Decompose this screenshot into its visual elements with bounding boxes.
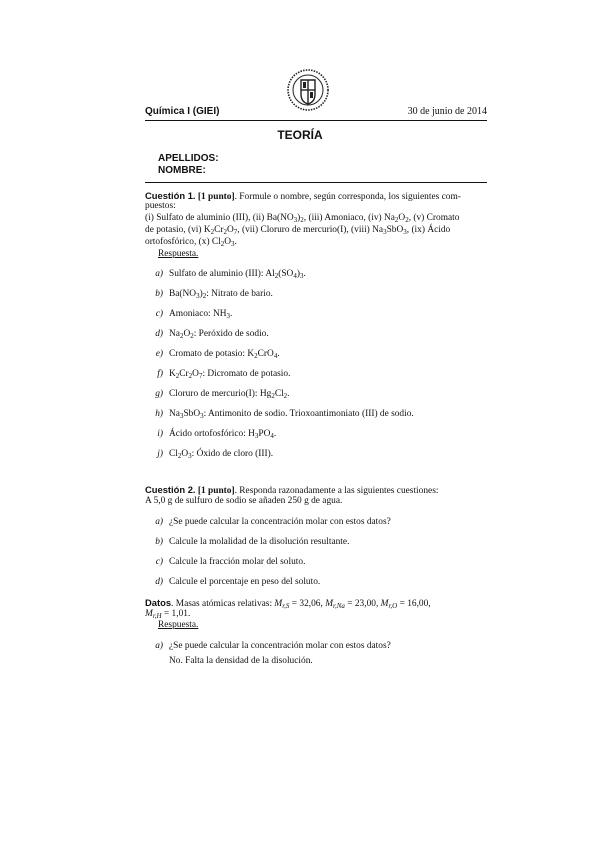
q2-data-line-2: $M_{r,H} = 1,01$. bbox=[145, 609, 191, 620]
q1-item-g: g) Cloruro de mercurio(I): $Hg_2Cl_2$. bbox=[155, 389, 290, 400]
name-label: NOMBRE: bbox=[158, 165, 206, 176]
q2-item-a: a) ¿Se puede calcular la concentración molar con estos datos? bbox=[155, 517, 391, 527]
q2-heading: Cuestión 2. bbox=[145, 484, 196, 495]
header-rule bbox=[145, 120, 487, 121]
q1-intro bbox=[145, 190, 461, 204]
q1-item-i: i) Ácido ortofosfórico: $H_3PO_4$. bbox=[157, 429, 277, 440]
q2-item-d: d) Calcule el porcentaje en peso del soluto. bbox=[155, 577, 321, 587]
q1-answer-label: Respuesta. bbox=[158, 249, 199, 259]
q1-item-f: f) $K_2Cr_2O_7$: Dicromato de potasio. bbox=[157, 369, 291, 380]
course-name: Química I (GIEI) bbox=[145, 106, 220, 117]
q2-data-line-1: Datos. Masas atómicas relativas: $M_{r,S} = 32,06$, $M_{r,Na} = 23,00$, $M_{r,O} = 16,00$, bbox=[145, 597, 431, 610]
q2-instruction: . Responda razonadamente a las siguientes cuestiones: bbox=[234, 486, 439, 496]
q2-item-c: c) Calcule la fracción molar del soluto. bbox=[155, 557, 306, 567]
q1-item-a: a) Sulfato de aluminio (III): $Al_2(SO_4)_3$. bbox=[155, 269, 306, 280]
university-seal-icon bbox=[286, 68, 330, 112]
page-title: TEORÍA bbox=[277, 128, 323, 142]
q1-item-c: c) Amoniaco: $NH_3$. bbox=[155, 309, 233, 320]
q2-points: [1 punto] bbox=[197, 486, 235, 496]
surname-label: APELLIDOS: bbox=[158, 153, 219, 164]
id-rule bbox=[145, 182, 487, 183]
q1-item-d: d) $Na_2O_2$: Peróxido de sodio. bbox=[155, 329, 269, 340]
q1-heading: Cuestión 1. bbox=[145, 190, 196, 201]
q2-answer-a-question: a) ¿Se puede calcular la concentración molar con estos datos? bbox=[155, 641, 391, 651]
q2-answer-a: No. Falta la densidad de la disolución. bbox=[169, 656, 313, 666]
q1-compound-list-1: (i) Sulfato de aluminio (III), (ii) $Ba(NO_3)_2$, (iii) Amoniaco, (iv) $Na_2O_2$, (v) Cromato bbox=[145, 213, 460, 224]
q1-item-j: j) $Cl_2O_3$: Óxido de cloro (III). bbox=[157, 449, 274, 460]
q1-instruction: . Formule o nombre, según corresponda, los siguientes com- bbox=[234, 192, 461, 202]
q1-item-e: e) Cromato de potasio: $K_2CrO_4$. bbox=[155, 349, 280, 360]
q2-answer-label: Respuesta. bbox=[158, 620, 199, 630]
q1-instruction-cont: puestos: bbox=[145, 201, 176, 211]
q1-compound-list-3: ortofosfórico, (x) $Cl_2O_3$. bbox=[145, 237, 237, 248]
q1-points: [1 punto] bbox=[197, 192, 235, 202]
q1-item-h: h) $Na_3SbO_3$: Antimonito de sodio. Trioxoantimoniato (III) de sodio. bbox=[155, 409, 414, 420]
q2-data-heading: Datos bbox=[145, 597, 172, 608]
q1-item-b: b) $Ba(NO_3)_2$: Nitrato de bario. bbox=[155, 289, 273, 300]
q2-statement: A 5,0 g de sulfuro de sodio se añaden 250 g de agua. bbox=[145, 496, 343, 506]
q1-compound-list-2: de potasio, (vi) $K_2Cr_2O_7$, (vii) Cloruro de mercurio(I), (viii) $Na_3SbO_3$, (ix) Ácido bbox=[145, 225, 451, 236]
exam-date: 30 de junio de 2014 bbox=[407, 106, 487, 117]
q2-item-b: b) Calcule la molalidad de la disolución resultante. bbox=[155, 537, 350, 547]
